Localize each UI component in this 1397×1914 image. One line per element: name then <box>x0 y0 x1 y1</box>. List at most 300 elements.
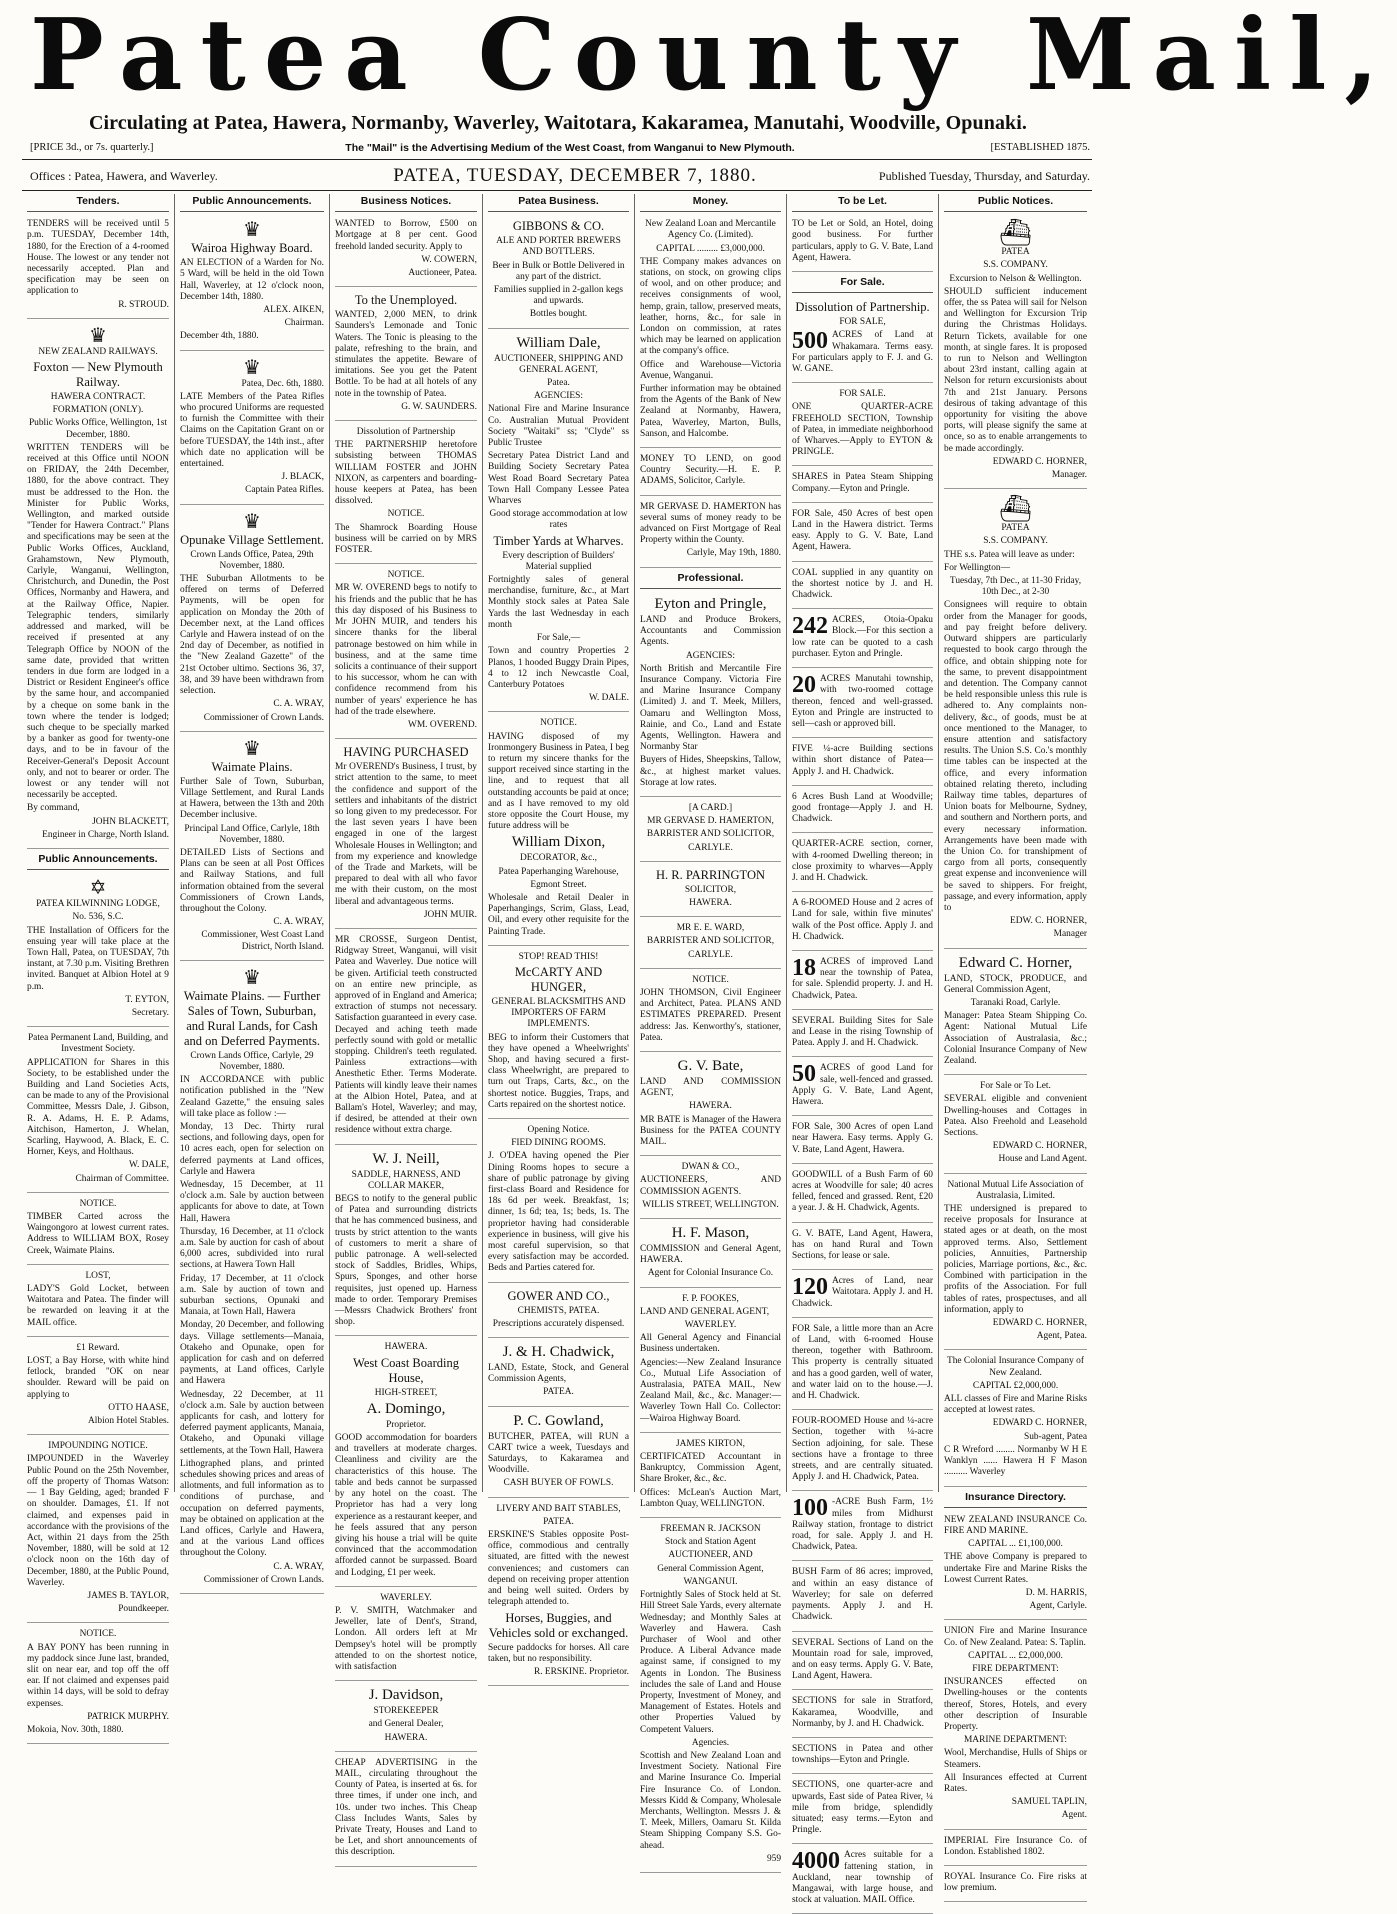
ad-text: Buyers of Hides, Sheepskins, Tallow, &c., at highest market values. Storage at low rates. <box>640 755 781 788</box>
ad-text: BEG to inform their Customers that they have opened a Wheelwrights' Shop, and having secured a first-class Wheelwright, are prepared to turn out Traps, Carts, &c., on the shortest notice. Buggies, Traps, and Carts repaired on the shortest notice. <box>488 1032 629 1110</box>
imperial-ad <box>944 1833 1087 1866</box>
ad-text: THE Suburban Allotments to be offered on terms of Deferred Payments, will be open for application on Monday the 20th of December next, at the Land offices Carlyle and Hawera instead of on the 2nd day of December, as notified in the "New Zealand Gazette" of the 21st October ultimo. Sections 36, 37, 38, and 39 have been withdrawn from selection. <box>180 574 324 697</box>
hamerton-money-ad <box>640 499 781 568</box>
ad-heading: For Sale or To Let. <box>980 1081 1051 1092</box>
ad-signature-role: Captain Patea Rifles. <box>245 485 324 496</box>
ad-text: AN ELECTION of a Warden for No. 5 Ward, will be held in the old Town Hall, Waverley, at 12 o'clock noon, December 14th, 1880. <box>180 258 324 302</box>
public-announcements-header: Public Announcements. <box>27 852 169 870</box>
ad-text: NEW ZEALAND INSURANCE Co. FIRE AND MARINE. <box>944 1514 1087 1536</box>
schedule-row: Monday, 13 Dec. Thirty rural sections, and following days, open for 10 acres each, open for selection on deferred payments at Land offices, Carlyle and Hawera <box>180 1121 324 1177</box>
price-note: [PRICE 3d., or 7s. quarterly.] <box>30 142 154 153</box>
ad-subheading: Stock and Station Agent <box>665 1537 756 1548</box>
crest-icon: ♛ <box>243 219 261 242</box>
ad-title: H. R. PARRINGTON <box>655 867 766 882</box>
ad-subheading: WILLIS STREET, WELLINGTON. <box>642 1199 779 1210</box>
acres-6-ad <box>792 789 933 834</box>
ad-subheading: HAWERA CONTRACT. <box>50 392 146 403</box>
ad-text: SHARES in Patea Steam Shipping Company.—Eyton and Pringle. <box>792 472 933 494</box>
column-6 <box>786 194 938 1906</box>
ad-text: Agencies:—New Zealand Insurance Co., Mutual Life Association of Australasia, PATEA MAIL, New Zealand Mail, &c., &c. Manager:—Waverley Town Hall Co. Collector:—Wairoa Highway Board. <box>640 1357 781 1424</box>
bay-pony-ad <box>27 1626 169 1744</box>
ad-dateline: Mokoia, Nov. 30th, 1880. <box>27 1724 124 1735</box>
five-quarter-ad <box>792 741 933 786</box>
ad-signature-role: Commissioner, West Coast Land District, North Island. <box>201 930 324 952</box>
ad-text: Town and country Properties 2 Planos, 1 hooded Buggy Drain Pipes, 4 to 12 inch Newcastle Coal, Canterbury Potatoes <box>488 646 629 690</box>
ad-title: FREEMAN R. JACKSON <box>660 1524 761 1535</box>
ad-text: LADY'S Gold Locket, between Waitotara and Patea. The finder will be rewarded on leaving it at the MAIL office. <box>27 1284 169 1328</box>
for-sale-header: For Sale. <box>792 275 933 293</box>
ad-text <box>792 1850 933 1906</box>
ad-text: CERTIFICATED Accountant in Bankruptcy, Commission Agent, Share Broker, &c., &c. <box>640 1452 781 1485</box>
ad-subheading: S.S. COMPANY. <box>983 536 1048 547</box>
ad-text: Mr OVEREND's Business, I trust, by strict attention to the same, to meet the confidence and support of the settlers and inhabitants of the district so long given to my predecessor. For the last seven years I have been engaged in one of the largest Wholesale Houses in Wellington; and from my experience and knowledge of the Trade and Markets, will be prepared to deal with all who favor me with their custom, on the most liberal and advantageous terms. <box>335 762 477 907</box>
ad-text: Every description of Builders' Material supplied <box>502 550 615 572</box>
ad-text: Further Sale of Town, Suburban, Village Settlement, and Rural Lands at Hawera, between the 13th and 20th December inclusive. <box>180 776 324 821</box>
ad-title: JAMES KIRTON, <box>675 1438 746 1449</box>
column-3 <box>329 194 482 1858</box>
ad-text: Fortnightly Sales of Stock held at St. Hill Street Sale Yards, every alternate Wednesday; and Monthly Sales at Waverley and Hawera. Cash Purchaser of Wool and other Produce. A Liberal Advance made against same, if consigned to my Agents in London. The Business includes the sale of Land and House Property, Investment of Money, and Management of Estates. Hotels and other Properties Valued by Competent Valuers. <box>640 1590 781 1735</box>
ad-title: MR E. E. WARD, <box>676 923 745 934</box>
ad-heading: IMPOUNDING NOTICE. <box>48 1441 148 1452</box>
ad-text: Prescriptions accurately dispensed. <box>492 1318 625 1329</box>
crosse-ad <box>335 932 477 1145</box>
coal-ad <box>792 565 933 610</box>
kirton-ad <box>640 1436 781 1518</box>
building-society-ad <box>27 1030 169 1193</box>
ad-subheading: HAWERA. <box>689 1101 732 1112</box>
hotel-let-ad <box>792 216 933 272</box>
wairoa-ad <box>180 216 324 350</box>
column-5 <box>634 194 786 1864</box>
ad-text: CHEAP ADVERTISING in the MAIL, circulating throughout the County of Patea, is inserted at 6s. for three times, if under one inch, and 10s. under two inches. This Cheap Class Includes Wants, Sales by Private Treaty, Houses and Land to be Let, and short announcements of this description. <box>335 1757 477 1858</box>
ad-title: William Dixon, <box>511 834 606 851</box>
mason-ad <box>640 1222 781 1288</box>
ad-title: G. V. Bate, <box>677 1057 744 1074</box>
ad-text: Beer in Bulk or Bottle Delivered in any part of the district. <box>492 260 625 282</box>
ad-signature: J. BLACK, <box>281 472 324 483</box>
sale-let-ad <box>944 1078 1087 1173</box>
schedule-row: Wednesday, 22 December, at 11 o'clock a.m. Sale by auction between applicants for cash, and lottery for deferred payment applicants, Manaia, Otakeho, and Opunaki village settlements, at the Town Hall, Hawera <box>180 1389 324 1456</box>
ad-title: Timber Yards at Wharves. <box>493 533 624 548</box>
ad-text: FOUR-ROOMED House and ¼-acre Section, together with ¼-acre Section adjoining, for sale. These sections have a frontage to three streets, and are centrally situated. Apply J. and H. Chadwick, Patea. <box>792 1416 933 1483</box>
ad-text: THE undersigned is prepared to receive proposals for Insurance at stated ages or at death, on the most approved terms. Also, Settlement policies, Annuities, Partnership policies, Marriage portions, &c., &c. Combined with participation in the profits of the Association. For full tables of rates, prospectuses, and all information, apply to <box>944 1204 1087 1315</box>
ad-signature: EDWARD C. HORNER, <box>992 1318 1087 1329</box>
acreage-number: 500 <box>792 328 828 355</box>
ad-text: FOR Sale, 450 Acres of best open Land in the Hawera district. Terms easy. Apply to G. V. Bate, Land Agent, Hawera. <box>792 508 933 553</box>
crest-icon: ♛ <box>243 737 261 760</box>
ad-text: TO be Let or Sold, an Hotel, doing good business. For further particulars, apply to G. V. Bate, Land Agent, Hawera. <box>792 219 933 263</box>
ad-text: All Insurances effected at Current Rates. <box>944 1772 1087 1794</box>
ad-heading: NOTICE. <box>79 1198 117 1209</box>
ad-subheading: No. 536, S.C. <box>72 912 124 923</box>
ad-text: ACRES Manutahi township, with two-roomed cottage thereon, fenced and well-grassed. Eyton and Pringle are instructed to sell—cash or approved bill. <box>792 674 933 729</box>
ad-heading: NOTICE. <box>79 1629 117 1640</box>
established-note: [ESTABLISHED 1875. <box>990 142 1090 153</box>
ad-text: National Fire and Marine Insurance Co. Australian Mutual Provident Society "Waitaki" ss; "Clyde" ss Public Trustee <box>488 404 629 449</box>
ad-text: Bottles bought. <box>529 309 588 320</box>
ad-heading: £1 Reward. <box>76 1342 120 1353</box>
ad-signature: C. A. WRAY, <box>273 699 324 710</box>
ad-text: LATE Members of the Patea Rifles who procured Uniforms are requested to furnish the Committee with their Claims on the Capitation Grant on or before TUESDAY, the 14th inst., after which date no application will be entertained. <box>180 391 324 470</box>
ad-signature: OTTO HAASE, <box>108 1402 169 1413</box>
ad-text: Lithographed plans, and printed schedules showing prices and areas of allotments, and full information as to conditions of purchase, and occupation on deferred payments, may be obtained on application at the Land offices, Carlyle and Hawera, and at the various Land offices throughout the Colony. <box>180 1458 324 1559</box>
jackson-ad <box>640 1521 781 1873</box>
ad-title: DWAN & CO., <box>681 1162 740 1173</box>
medium-note: The "Mail" is the Advertising Medium of the West Coast, from Wanganui to New Plymouth. <box>345 142 795 154</box>
ward-ad <box>640 920 781 969</box>
east-side-ad <box>792 1777 933 1844</box>
ad-subheading: PATEA. <box>543 1387 574 1398</box>
ad-heading: PATEA <box>1001 523 1030 534</box>
mccarty-ad <box>488 949 629 1119</box>
timber-notice-ad <box>27 1196 169 1265</box>
ad-signature: G. W. SAUNDERS. <box>401 401 477 412</box>
nz-loan-ad <box>640 216 781 448</box>
acreage-number: 20 <box>792 672 816 699</box>
ad-text: AUCTIONEERS, AND COMMISSION AGENTS. <box>640 1175 781 1197</box>
ad-text: MONEY TO LEND, on good Country Security.—H. E. P. ADAMS, Solicitor, Carlyle. <box>640 454 781 487</box>
ad-signature: EDW. C. HORNER, <box>1010 916 1087 927</box>
ad-heading: NOTICE. <box>387 509 425 520</box>
wanted-borrow-ad <box>335 216 477 287</box>
ad-text: IMPOUNDED in the Waverley Public Pound on the 25th November, off the property of Thomas Watson:— 1 Bay Gelding, aged; branded F on shoulder. Damages, £1. If not claimed, and expenses paid in accordance with the provisions of the Act, within 21 days from the 25th November, 1880, will be sold at 12 o'clock noon on the 16th day of December, 1880, at the Public Pound, Waverley. <box>27 1454 169 1588</box>
acres-450-ad <box>792 506 933 562</box>
ad-text: Scottish and New Zealand Loan and Investment Society. National Fire and Marine Insurance Co. Imperial Fire Insurance Co. of London. Messrs Kidd & Company, Wholesale Merchants, Wellington. Messrs J. & T. Meek, Millers, Oamaru St. Kilda Steam Shipping Company S.S. Go-ahead. <box>640 1750 781 1851</box>
ad-text: MR BATE is Manager of the Hawera Business for the PATEA COUNTY MAIL. <box>640 1114 781 1147</box>
ad-dateline: Public Works Office, Wellington, 1st December, 1880. <box>28 418 168 440</box>
ad-text: LAND and Produce Brokers, Accountants and Commission Agents. <box>640 614 781 648</box>
ad-text: QUARTER-ACRE section, corner, with 4-roomed Dwelling thereon; in close proximity to wharves—Apply J. and H. Chadwick. <box>792 839 933 883</box>
ad-text: Acres of Land, near Waitotara. Apply J. and H. Chadwick. <box>792 1276 933 1309</box>
crest-icon: ♛ <box>243 510 261 533</box>
ad-text: Tuesday, 7th Dec., at 11-30 Friday, 10th Dec., at 2-30 <box>949 576 1082 598</box>
acres-4000-ad <box>792 1847 933 1914</box>
ad-signature-role: Manager <box>1053 929 1087 940</box>
acres-18-ad <box>792 954 933 1010</box>
colonial-ad <box>944 1353 1087 1486</box>
ad-title: Foxton — New Plymouth Railway. <box>33 360 163 390</box>
dissolution-ad <box>335 424 477 564</box>
acres-120-ad <box>792 1273 933 1318</box>
bate-ad <box>640 1055 781 1156</box>
ad-heading: LOST, <box>85 1270 111 1281</box>
ad-text: Secure paddocks for horses. All care taken, but no responsibility. <box>488 1642 629 1664</box>
ad-text: -ACRE Bush Farm, 1½ miles from Midhurst Railway station, frontage to district road, for sale. Apply J. and H. Chadwick, Patea. <box>792 1497 933 1553</box>
ad-text: Secretary Patea District Land and Building Society Secretary Patea West Road Board Secretary Patea Town Hall Company Lessee Patea Wharves <box>488 451 629 507</box>
ad-heading: Patea Permanent Land, Building, and Investment Society. <box>27 1033 169 1055</box>
domingo-ad <box>335 1339 477 1586</box>
ad-heading: AGENCIES: <box>534 391 583 402</box>
ad-signature: W. DALE, <box>128 1160 169 1171</box>
ad-text: THE Company makes advances on stations, on stock, on growing clips of wool, and on other produce; and receives consignments of wool, hemp, grain, tallow, preserved meats, leather, horns, &c., for sale in London on commission, at rates which may be learned on application at the company's office. <box>640 256 781 357</box>
ad-text: LAND, Estate, Stock, and General Commission Agents, <box>488 1363 629 1385</box>
ad-title: J. Davidson, <box>368 1687 444 1704</box>
steamship-icon: ⛴ <box>998 218 1032 248</box>
acres-50-ad <box>792 1060 933 1116</box>
acres-242-ad <box>792 612 933 668</box>
ad-title: A. Domingo, <box>366 1400 446 1417</box>
dale-ad <box>488 332 629 713</box>
ad-signature-role: Secretary. <box>131 1007 169 1018</box>
ad-text: Fortnightly sales of general merchandise, furniture, &c., at Mart Monthly stock sales at Patea Sale Yards the last Wednesday in each month <box>488 575 629 630</box>
ad-heading: Agencies. <box>691 1737 730 1748</box>
ad-subheading: Patea. <box>547 378 570 389</box>
ad-text: ACRES of improved Land near the township of Patea, for sale. Splendid property. J. and H. Chadwick, Patea. <box>792 956 933 1001</box>
ad-subheading: CAPITAL ... £2,000,000. <box>968 1650 1063 1661</box>
ad-signature: W. DALE. <box>588 693 629 704</box>
cheap-advertising-ad <box>335 1755 477 1867</box>
ad-subheading: S.S. COMPANY. <box>983 260 1048 271</box>
patea-business-header: Patea Business. <box>488 194 629 212</box>
six-roomed-ad <box>792 895 933 951</box>
ad-title: MR GERVASE D. HAMERTON, <box>647 816 774 827</box>
ad-text: SEVERAL eligible and convenient Dwelling-houses and Cottages in Patea. Also Freehold and Leasehold Sections. <box>944 1094 1087 1139</box>
ad-text: Families supplied in 2-gallon kegs and upwards. <box>493 285 624 307</box>
ad-text <box>792 330 933 375</box>
ad-signature: JAMES B. TAYLOR, <box>87 1590 169 1601</box>
bush-farm-ad <box>792 1564 933 1631</box>
ad-signature-role: Chairman of Committee. <box>75 1173 169 1184</box>
ad-text: ACRES of good Land for sale, well-fenced and grassed. Apply G. V. Bate, Land Agent, Hawera. <box>792 1063 933 1107</box>
dissolution-sale-ad <box>792 297 933 383</box>
ad-subheading: CAPITAL ... £1,100,000. <box>968 1539 1063 1550</box>
ad-subheading: CHEMISTS, PATEA. <box>517 1305 600 1316</box>
ad-text: P. V. SMITH, Watchmaker and Jeweller, late of Dent's, Strand, London. All orders left at Mr Dempsey's hotel will be promptly attended to on the shortest notice, with satisfaction <box>335 1605 477 1672</box>
ad-subheading: General Commission Agent, <box>657 1563 764 1574</box>
ad-heading: NOTICE. <box>692 974 729 985</box>
columns <box>22 194 1092 1906</box>
ad-signature-role: Manager. <box>1051 470 1087 481</box>
ad-title: Waimate Plains. — Further Sales of Town, Suburban, and Rural Lands, for Cash and on Deferred Payments. <box>183 988 321 1048</box>
dateline-rule <box>22 190 1092 191</box>
business-notices-header: Business Notices. <box>335 194 477 212</box>
ad-subheading: BARRISTER AND SOLICITOR, <box>646 829 775 840</box>
ad-title: Eyton and Pringle, <box>654 595 767 612</box>
ad-title: West Coast Boarding House, <box>353 1355 459 1385</box>
ad-dateline: Patea, Dec. 6th, 1880. <box>241 378 324 389</box>
rifles-ad <box>180 354 324 505</box>
ad-subheading: CAPITAL £2,000,000. <box>972 1380 1059 1391</box>
ad-text: COMMISSION and General Agent, HAWERA. <box>640 1244 781 1266</box>
ad-signature: EDWARD C. HORNER, <box>992 1418 1087 1429</box>
ad-heading: PATEA KILWINNING LODGE, <box>36 899 160 910</box>
nz-insurance-ad <box>944 1512 1087 1621</box>
ad-text: Wool, Merchandise, Hulls of Ships or Steamers. <box>944 1748 1087 1770</box>
lodge-ad <box>27 874 169 1027</box>
hamerton-card-ad <box>640 800 781 862</box>
ad-heading: FOR SALE, <box>839 317 886 328</box>
ad-subheading: CARLYLE. <box>688 949 733 960</box>
acre-house-ad <box>792 1321 933 1410</box>
ad-heading: LIVERY AND BAIT STABLES, <box>496 1503 621 1514</box>
dixon-ad <box>488 715 629 945</box>
ad-title: HAVING PURCHASED <box>343 745 469 760</box>
acreage-number: 100 <box>792 1495 828 1522</box>
acre-100-ad <box>792 1494 933 1561</box>
ad-text: ACRES of Land at Whakamara. Terms easy. For particulars apply to F. J. and G. W. GANE. <box>792 330 933 375</box>
ad-heading: For Sale,— <box>536 633 581 644</box>
ad-text: DETAILED Lists of Sections and Plans can be seen at all Post Offices and Railway Stations, and full information obtained from the several Commissioners of Crown Lands, throughout the Colony. <box>180 847 324 914</box>
ad-title: GIBBONS & CO. <box>512 219 605 234</box>
ad-title: Dissolution of Partnership. <box>795 300 930 315</box>
ad-heading: New Zealand Loan and Mercantile Agency Co. (Limited). <box>645 219 776 241</box>
ad-signature: JOHN BLACKETT, <box>92 816 169 827</box>
ad-subheading: FORMATION (ONLY). <box>52 405 144 416</box>
ad-heading: Excursion to Nelson & Wellington. <box>949 273 1082 284</box>
ad-signature-role: Agent, Carlyle. <box>1029 1601 1087 1612</box>
ad-text: Acres suitable for a fattening station, in Auckland, near township of Mangawai, with large house, and stock at valuation. MAIL Office. <box>792 1850 933 1906</box>
davidson-ad <box>335 1684 477 1752</box>
ad-text: ALL classes of Fire and Marine Risks accepted at lowest rates. <box>944 1394 1087 1416</box>
ad-text: LAND, STOCK, PRODUCE, and General Commission Agent, <box>944 973 1087 995</box>
ad-subheading: Egmont Street. <box>530 879 587 890</box>
ad-text: SEVERAL Sections of Land on the Mountain road for sale, improved, and on easy terms. Apply G. V. Bate, Land Agent, Hawera. <box>792 1637 933 1682</box>
quarter-acre-ad <box>792 386 933 466</box>
ad-subheading: SOLICITOR, <box>684 884 737 895</box>
ad-text: APPLICATION for Shares in this Society, to be established under the Building and Land Societies Acts, can be made to any of the Provisional Committee, Messrs Dale, J. Gibson, R. A. Adams, H. E. P. Adams, Aitchison, Hamerton, J. Whelan, Scarling, Haywood, A. Black, E. C. Horner, Keys, and Holthaus. <box>27 1057 169 1158</box>
ad-text: FOR Sale, a little more than an Acre of Land, with 6-roomed House thereon, together with Bathroom. This property is centrally situated and has a good garden, well of water, and water laid on to the house.—J. and H. Chadwick. <box>792 1323 933 1402</box>
ad-text: COAL supplied in any quantity on the shortest notice by J. and H. Chadwick. <box>792 567 933 601</box>
ad-heading: HAWERA. <box>384 1342 428 1353</box>
ad-title: Edward C. Horner, <box>958 954 1073 971</box>
public-announcements-header: Public Announcements. <box>180 194 324 212</box>
ad-text: FOR Sale, 300 Acres of open Land near Hawera. Easy terms. Apply G. V. Bate, Land Agent, Hawera. <box>792 1122 933 1155</box>
ad-dateline: Crown Lands Office, Carlyle, 29 November, 1880. <box>190 1050 314 1072</box>
ad-text: Further information may be obtained from the Agents of the Bank of New Zealand at Normanby, Hawera, Patea, Waverley, Marton, Bulls, Sanson, and Halcombe. <box>640 384 781 439</box>
patea-sections-ad <box>792 1741 933 1774</box>
dwan-ad <box>640 1159 781 1219</box>
ad-text: Wholesale and Retail Dealer in Paperhangings, Scrim, Glass, Lead, Oil, and every other requisite for the Painting Trade. <box>488 892 629 937</box>
offices-note: Offices : Patea, Hawera, and Waverley. <box>30 169 218 183</box>
ad-text: Good storage accommodation at low rates <box>489 509 628 531</box>
ad-signature-role: Agent, Patea. <box>1036 1331 1087 1342</box>
ad-title: P. C. Gowland, <box>513 1412 604 1429</box>
ad-text: SECTIONS, one quarter-acre and upwards, East side of Patea River, ¼ mile from bridge, splendidly situated; easy terms.—Eyton and Pringle. <box>792 1780 933 1836</box>
ad-heading: [A CARD.] <box>688 802 733 813</box>
ad-text: UNION Fire and Marine Insurance Co. of New Zealand. Patea: S. Taplin. <box>944 1626 1087 1648</box>
ad-text: By command, <box>27 803 80 814</box>
ad-subheading: HAWERA. <box>384 1732 428 1743</box>
ad-subheading: GENERAL BLACKSMITHS AND IMPORTERS OF FARM IMPLEMENTS. <box>491 996 626 1030</box>
building-sites-ad <box>792 1013 933 1058</box>
dateline: PATEA, TUESDAY, DECEMBER 7, 1880. <box>393 165 757 186</box>
ad-subheading: CAPITAL ......... £3,000,000. <box>656 243 765 254</box>
column-2 <box>174 194 329 1585</box>
ad-heading: AGENCIES: <box>686 650 735 661</box>
ad-title: GOWER AND CO., <box>507 1288 610 1303</box>
acreage-number: 242 <box>792 613 828 640</box>
ad-text: THE Installation of Officers for the ensuing year will take place at the Town Hall, Patea, on TUESDAY, 7th instant, at 7.30 p.m. Visiting Brethren invited. Banquet at Albion Hotel at 9 p.m. <box>27 925 169 992</box>
stroud-tender-ad <box>27 216 169 319</box>
circulation-line: Circulating at Patea, Hawera, Normanby, Waverley, Waitotara, Kakaramea, Manutahi, Woodville, Opunaki. <box>88 112 1028 134</box>
ad-text: Consignees will require to obtain order from the Manager for goods, and pay freight before delivery. Outward shippers are particularly requested to book cargo through the office, and obtain shipping note for the same, to prevent disappointment and detention. The Company cannot be held responsible unless this rule is adhered to. Any complaints non-delivery, &c., of goods, must be at once mentioned to the Manager, to ensure attention and satisfactory results. The Union S.S. Co.'s monthly time tables can be inspected at the office, and every information obtained relating thereto, including Railway time tables, departures of Union boats for Melbourne, Sydney, and southern and Northern ports, and every necessary information. Arrangements have been made with the Union Co. for transhipment of cargo from all ports, consequently great expense and inconvenience will be saved to shippers. For freight, passage, and every information, apply to <box>944 600 1087 913</box>
ad-title: J. & H. Chadwick, <box>502 1344 615 1361</box>
schedule-row: Thursday, 16 December, at 11 o'clock a.m. Sale by auction for cash of about 6,000 acres, subdivided into rural sections, at Hawera Town Hall <box>180 1226 324 1271</box>
insurance-directory-header: Insurance Directory. <box>944 1490 1087 1508</box>
ad-signature: ALEX. AIKEN, <box>263 305 324 316</box>
ad-text: LOST, a Bay Horse, with white hind fetlock, branded "OK on near shoulder. Reward will be paid on applying to <box>27 1356 169 1400</box>
eyton-pringle-ad <box>640 593 781 797</box>
quarter-acre-corner-ad <box>792 836 933 892</box>
national-mutual-ad <box>944 1177 1087 1351</box>
ad-subheading: SADDLE, HARNESS, AND COLLAR MAKER, <box>351 1169 461 1191</box>
ad-text: WANTED, 2,000 MEN, to drink Saunders's Lemonade and Tonic Waters. The Tonic is pleasing to the palate, refreshing to the brain, and stimulates the appetite. Beware of imitations. See you get the Patent Bottle. To be had at all hotels of any note in the township of Patea. <box>335 310 477 399</box>
ad-subheading: Proprietor. <box>386 1419 426 1430</box>
ad-title: F. P. FOOKES, <box>682 1293 739 1304</box>
ad-title: William Dale, <box>516 334 601 351</box>
ad-subheading: AUCTIONEER, SHIPPING AND GENERAL AGENT, <box>494 353 623 375</box>
ad-text: Office and Warehouse—Victoria Avenue, Wanganui. <box>640 359 781 381</box>
neill-ad <box>335 1148 477 1337</box>
ad-heading: WAVERLEY. <box>380 1592 432 1603</box>
ad-text: MR W. OVEREND begs to notify to his friends and the public that he has this day disposed of his Business to Mr JOHN MUIR, and tenders his sincere thanks for the liberal patronage bestowed on him while in business, and at the same time solicits a continuance of their support to his successor, whom he can with confidence recommend from his number of years' experience he has had of the trade elsewhere. <box>335 583 477 717</box>
ad-text: Offices: McLean's Auction Mart, Lambton Quay, WELLINGTON. <box>640 1487 781 1509</box>
ad-signature: T. EYTON, <box>125 994 169 1005</box>
masthead <box>0 0 1397 113</box>
ad-text: JOHN THOMSON, Civil Engineer and Architect, Patea. PLANS AND ESTIMATES PREPARED. Present address: Jas. Kenworthy's, stationer, Patea. <box>640 987 781 1043</box>
crest-icon: ♛ <box>89 324 107 347</box>
ad-text: C R Wreford ........ Normanby W H E Wanklyn ...... Hawera H F Mason .......... Waverley <box>944 1444 1087 1478</box>
impounding-ad <box>27 1438 169 1623</box>
ad-signature: JOHN MUIR. <box>423 909 477 920</box>
ad-signature: R. STROUD. <box>118 299 169 310</box>
unemployed-ad <box>335 290 477 421</box>
ad-text: THE above Company is prepared to undertake Fire and Marine Risks the Lowest Current Rates. <box>944 1552 1087 1585</box>
ad-signature-role: Poundkeeper. <box>118 1604 169 1615</box>
ad-text: GOODWILL of a Bush Farm of 60 acres at Woodville for sale; 40 acres felled, fenced and grassed. Rent, £20 a year. J. & H. Chadwick, Agents. <box>792 1169 933 1214</box>
ad-title: W. J. Neill, <box>372 1150 440 1167</box>
ad-text <box>792 674 933 730</box>
stratford-ad <box>792 1693 933 1738</box>
ad-heading: PATEA <box>1001 247 1030 258</box>
ad-subheading: STOREKEEPER <box>373 1706 439 1717</box>
column-4 <box>482 194 634 1677</box>
ad-text: J. O'DEA having opened the Pier Dining Rooms hopes to secure a share of public patronage by giving first-class Board and Residence for 18s 6d per week. Breakfast, 1s; dinner, 1s 6d; tea, 1s; beds, 1s. The proprietor having had considerable experience in business, will give his most careful supervision, so that every satisfaction may be accorded. Beds and Parties catered for. <box>488 1151 629 1274</box>
gibbons-ad <box>488 216 629 328</box>
schedule-row: Monday, 20 December, and following days. Village settlements—Manaia, Otakeho and Opunake, open for application for cash and on deferred payments, at Land offices, Carlyle and Hawera <box>180 1320 324 1387</box>
ad-dateline: Carlyle, May 19th, 1880. <box>686 548 781 559</box>
ad-text: TENDERS will be received until 5 p.m. TUESDAY, December 14th, 1880, for the Erection of a 4-roomed House. The lowest or any tender not necessarily accepted. Plan and specification may be seen on application to <box>27 219 169 297</box>
ad-text: WRITTEN TENDERS will be received at this Office until NOON on FRIDAY, the 24th December, 1880, for the above contract. They must be addressed to the Hon. the Minister for Public Works, Wellington, and marked outside "Tender for Hawera Contract." Plans and specifications may be seen at the Public Works Offices, Auckland, Grahamstown, New Plymouth, Carlyle, Wanganui, Wellington, Christchurch, and Dunedin, the Post Offices, Normanby and Hawera, and at the Railway Office, Napier. Telegraphic tenders, similarly addressed and marked, will be received if presented at any Telegraph Office by NOON of the same date, provided that written tenders in due form are lodged in a District or Resident Engineer's office by the same hour, and accompanied by a cheque on some bank in the town where the tender is lodged; such cheque to be specially marked by a banker as good for twenty-one days, and to be in favour of the Receiver-General's Deposit Account only, and not to bearer or order. The lowest or any tender will not necessarily be accepted. <box>27 442 169 801</box>
ad-number: 959 <box>766 1853 781 1864</box>
ad-dateline: December 4th, 1880. <box>180 331 259 342</box>
public-notices-header: Public Notices. <box>944 194 1087 212</box>
ad-text <box>792 1497 933 1553</box>
ad-signature: SAMUEL TAPLIN, <box>1011 1797 1087 1808</box>
ad-text: THE PARTNERSHIP heretofore subsisting between THOMAS WILLIAM FOSTER and JOHN NIXON, as carpenters and boarding-house keepers at Patea, has been dissolved. <box>335 440 477 507</box>
ad-text <box>792 954 933 1002</box>
ad-heading: MARINE DEPARTMENT: <box>963 1735 1068 1746</box>
ad-text: Agent for Colonial Insurance Co. <box>647 1268 774 1279</box>
ad-signature: C. A. WRAY, <box>273 1561 324 1572</box>
ad-text: BEGS to notify to the general public of Patea and surrounding districts that he has commenced business, and trusts by strict attention to the wants of customers to merit a share of public patronage. A well-selected stock of Saddles, Bridles, Whips, Spurs, Sponges, and other horse requisites, just opened up. Harness made to order. Temporary Premises—Messrs Chadwick Brothers' front shop. <box>335 1194 477 1328</box>
ad-text: All General Agency and Financial Business undertaken. <box>640 1333 781 1355</box>
ad-subheading: FIED DINING ROOMS. <box>511 1138 606 1149</box>
gowland-ad <box>488 1410 629 1498</box>
acres-300-ad <box>792 1119 933 1164</box>
ad-heading: National Mutual Life Association of Australasia, Limited. <box>947 1179 1084 1201</box>
ad-heading: FIRE DEPARTMENT: <box>972 1663 1059 1674</box>
ad-signature: EDWARD C. HORNER, <box>992 1141 1087 1152</box>
ad-title: Wairoa Highway Board. <box>191 241 313 256</box>
waimate-sales-ad <box>180 964 324 1594</box>
overend-ad <box>335 567 477 739</box>
ad-signature-role: Albion Hotel Stables. <box>88 1416 169 1427</box>
schedule-row: Friday, 17 December, at 11 o'clock a.m. Sale by auction of town and suburban sections, Opunaki and Manaia, at Town Hall, Hawera <box>180 1273 324 1318</box>
published-note: Published Tuesday, Thursday, and Saturday. <box>878 169 1090 183</box>
ad-heading: FOR SALE. <box>839 389 886 400</box>
acreage-number: 18 <box>792 954 816 981</box>
